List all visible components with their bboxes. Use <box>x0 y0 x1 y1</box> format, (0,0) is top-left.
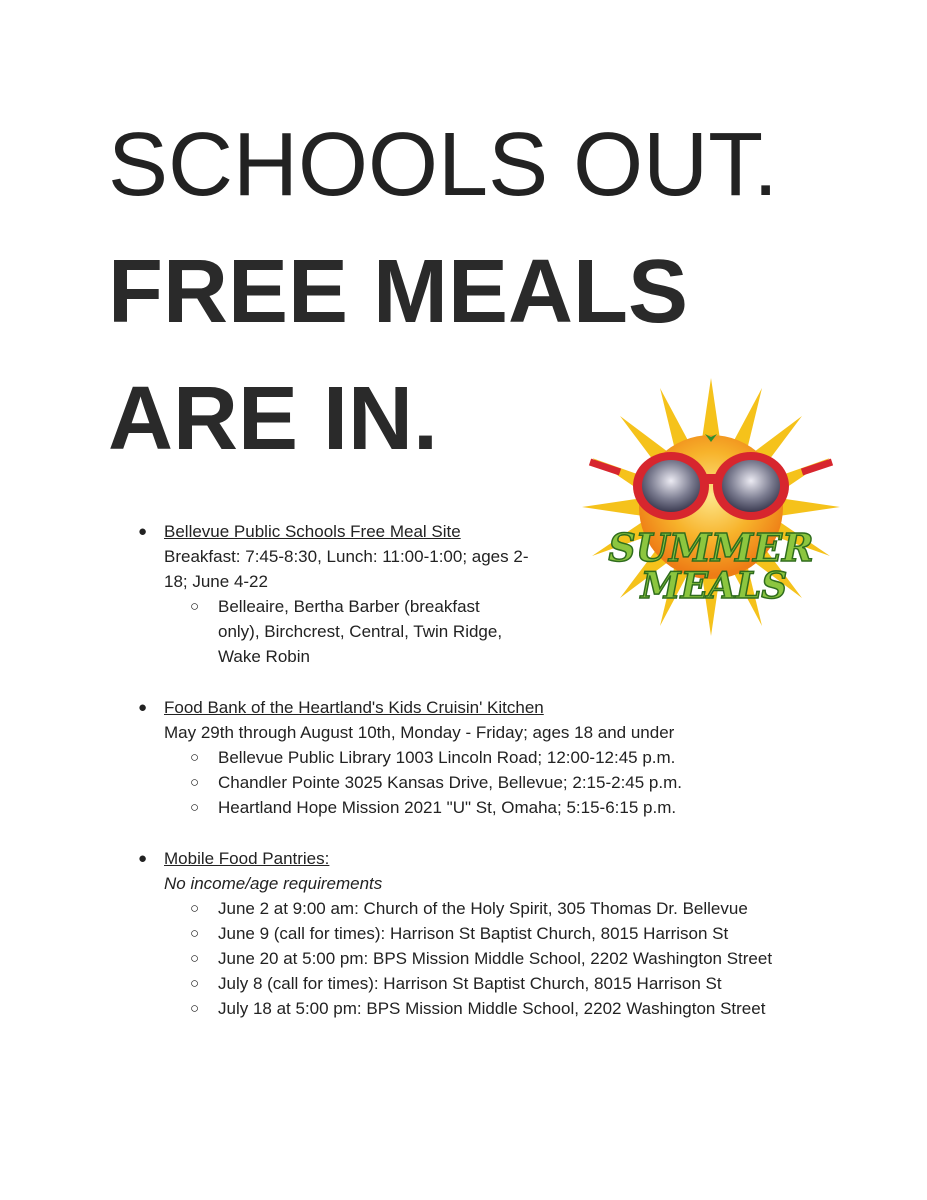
bullet-icon: ● <box>138 523 148 540</box>
section-title-row <box>138 695 838 720</box>
list-item-text: June 2 at 9:00 am: Church of the Holy Spirit, 305 Thomas Dr. Bellevue <box>218 899 748 918</box>
list-item <box>138 921 838 946</box>
logo-text-summer: SUMMER <box>608 525 814 570</box>
bullet-icon: ● <box>138 850 148 867</box>
section-title: Bellevue Public Schools Free Meal Site <box>164 522 461 541</box>
list-item-text: June 20 at 5:00 pm: BPS Mission Middle School, 2202 Washington Street <box>218 949 773 968</box>
list-item <box>138 996 838 1021</box>
section-detail: May 29th through August 10th, Monday - Friday; ages 18 and under <box>164 723 675 742</box>
list-item-text: July 8 (call for times): Harrison St Baptist Church, 8015 Harrison St <box>218 974 722 993</box>
section-title: Food Bank of the Heartland's Kids Cruisin' Kitchen <box>164 698 544 717</box>
sub-bullet-icon: ○ <box>190 925 200 942</box>
sub-bullet-icon: ○ <box>190 950 200 967</box>
headline-line-3: ARE IN. <box>108 369 439 469</box>
section-title-row <box>138 846 838 871</box>
section-detail: No income/age requirements <box>164 874 383 893</box>
section-title-row <box>138 519 838 544</box>
list-item <box>138 745 838 770</box>
sub-bullet-icon: ○ <box>190 774 200 791</box>
section-mobile-food-pantries <box>138 846 838 1021</box>
section-food-bank-heartland <box>138 695 838 820</box>
list-item-text: Bellevue Public Library 1003 Lincoln Road; 12:00-12:45 p.m. <box>218 748 676 767</box>
section-title: Mobile Food Pantries: <box>164 849 330 868</box>
list-item-text: June 9 (call for times): Harrison St Baptist Church, 8015 Harrison St <box>218 924 729 943</box>
bullet-icon: ● <box>138 699 148 716</box>
list-item <box>138 896 838 921</box>
sub-bullet-icon: ○ <box>190 749 200 766</box>
list-item-text: Belleaire, Bertha Barber (breakfast only), Birchcrest, Central, Twin Ridge, Wake Robin <box>218 597 503 666</box>
section-bellevue-public-schools <box>138 519 838 669</box>
list-item <box>138 594 838 669</box>
headline-line-2: FREE MEALS <box>108 242 689 342</box>
list-item <box>138 946 838 971</box>
sub-bullet-icon: ○ <box>190 1000 200 1017</box>
list-item <box>138 971 838 996</box>
headline-line-1: SCHOOLS OUT. <box>108 115 779 215</box>
sub-bullet-icon: ○ <box>190 799 200 816</box>
list-item-text: July 18 at 5:00 pm: BPS Mission Middle School, 2202 Washington Street <box>218 999 766 1018</box>
list-item <box>138 795 838 820</box>
sub-bullet-icon: ○ <box>190 975 200 992</box>
sub-bullet-icon: ○ <box>190 598 200 615</box>
logo-text-meals: MEALS <box>640 565 788 607</box>
section-detail: Breakfast: 7:45-8:30, Lunch: 11:00-1:00; ages 2-18; June 4-22 <box>164 547 529 591</box>
sub-bullet-icon: ○ <box>190 900 200 917</box>
list-item-text: Chandler Pointe 3025 Kansas Drive, Bellevue; 2:15-2:45 p.m. <box>218 773 682 792</box>
list-item-text: Heartland Hope Mission 2021 "U" St, Omaha; 5:15-6:15 p.m. <box>218 798 677 817</box>
list-item <box>138 770 838 795</box>
